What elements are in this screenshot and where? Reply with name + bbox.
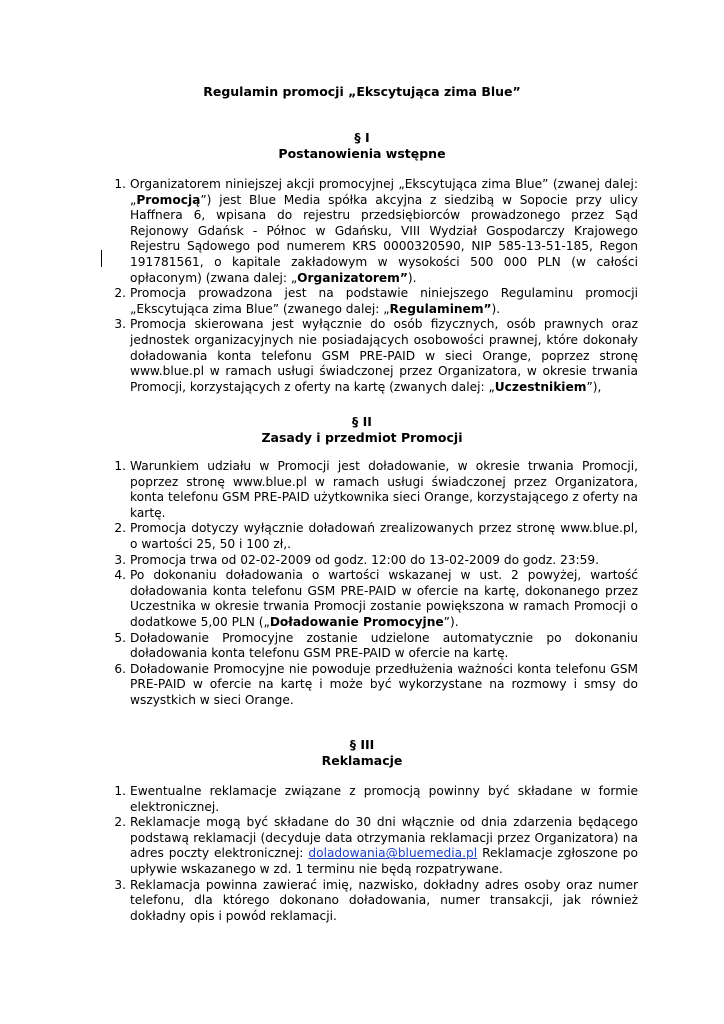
section-1-number: § I (354, 130, 370, 145)
item-number: 3. (114, 877, 126, 892)
item-text: Ewentualne reklamacje związane z promocją powinny być składane w formie elektronicznej. (130, 784, 638, 814)
item-text: Promocja prowadzona jest na podstawie niniejszego Regulaminu promocji „Ekscytująca zima Blue” (zwanego dalej: „ (130, 286, 638, 316)
item-number: 4. (114, 568, 126, 583)
section-2-item-4 (114, 568, 638, 630)
item-text: Promocja dotyczy wyłącznie doładowań zrealizowanych przez stronę www.blue.pl, o wartości 25, 50 i 100 zł,. (130, 521, 638, 551)
item-text: Reklamacje mogą być składane do 30 dni włącznie od dnia zdarzenia będącego podstawą reklamacji (decyduje data otrzymania reklamacji przez Organizatora) na adres poczty elektronicznej: (130, 815, 638, 861)
item-text: Reklamacja powinna zawierać imię, nazwisko, dokładny adres osoby oraz numer telefonu, dla którego dokonano doładowania, numer transakcji, jak również dokładny opis i powód reklamacji. (130, 877, 638, 923)
item-text: ). (491, 301, 501, 316)
section-2-number: § II (352, 414, 372, 429)
item-text: Doładowanie Promocyjne nie powoduje przedłużenia ważności konta telefonu GSM PRE-PAID w ofercie na kartę i może być wykorzystane na rozmowy i smsy do wszystkich w sieci Orange. (130, 661, 638, 707)
complaint-email-link[interactable]: doladowania@bluemedia.pl (308, 846, 478, 861)
section-3-heading: Reklamacje (321, 753, 403, 768)
document-title: Regulamin promocji „Ekscytująca zima Blue” (203, 84, 521, 99)
section-1-heading: Postanowienia wstępne (278, 146, 446, 161)
item-number: 1. (114, 459, 126, 473)
section-1-item-2 (114, 286, 638, 317)
item-number: 2. (114, 286, 126, 301)
item-text: Promocja skierowana jest wyłącznie do osób fizycznych, osób prawnych oraz jednostek organizacyjnych nie posiadających osobowości prawnej, które dokonały doładowania konta telefonu GSM PRE-PAID w sieci Orange, poprzez stronę www.blue.pl w ramach usługi świadczonej przez Organizatora, w okresie trwania Promocji, korzystających z oferty na kartę (zwanych dalej: „ (130, 317, 638, 394)
section-3-list (114, 784, 638, 924)
section-1-list (114, 177, 638, 395)
item-text: Doładowanie Promocyjne zostanie udzielone automatycznie po dokonaniu doładowania konta telefonu GSM PRE-PAID w ofercie na kartę. (130, 630, 638, 661)
item-number: 3. (114, 317, 126, 332)
item-text: Organizatorem niniejszej akcji promocyjnej „Ekscytująca zima Blue” (zwanej dalej: „ (130, 177, 638, 207)
section-2-item-3 (114, 552, 638, 569)
item-bold-term: Uczestnikiem (494, 379, 587, 394)
item-number: 2. (114, 815, 126, 830)
section-2-heading: Zasady i przedmiot Promocji (261, 430, 463, 445)
section-2-item-2 (114, 521, 638, 552)
item-number: 2. (114, 521, 126, 536)
section-2-item-5 (114, 630, 638, 662)
section-2-item-6 (114, 661, 638, 709)
item-text: Warunkiem udziału w Promocji jest doładowanie, w okresie trwania Promocji, poprzez stronę www.blue.pl w ramach usługi świadczonej przez Organizatora, konta telefonu GSM PRE-PAID użytkownika sieci Orange, korzystającego z oferty na kartę. (130, 459, 638, 520)
item-bold-term: Doładowanie Promocyjne (269, 614, 444, 629)
item-number: 1. (114, 177, 126, 191)
section-1-item-3 (114, 317, 638, 395)
item-text: ”). (443, 614, 459, 629)
section-2-list (114, 459, 638, 709)
section-2-header (0, 414, 724, 446)
item-text: ). (407, 270, 417, 285)
item-text: ”), (586, 379, 602, 394)
item-number: 5. (114, 630, 126, 645)
item-bold-term: Organizatorem” (297, 270, 408, 285)
item-text: Reklamacje zgłoszone po upływie wskazanego w zd. 1 terminu nie będą rozpatrywane. (130, 846, 638, 876)
item-number: 6. (114, 661, 126, 676)
section-3-item-2 (114, 815, 638, 877)
section-2-item-1 (114, 459, 638, 521)
item-text: Po dokonaniu doładowania o wartości wskazanej w ust. 2 powyżej, wartość doładowania konta telefonu GSM PRE-PAID w ofercie na kartę, dokonanego przez Uczestnika w okresie trwania Promocji zostanie powiększona w ramach Promocji o dodatkowe 5,00 PLN („ (130, 568, 638, 629)
item-bold-term: Promocją (136, 192, 201, 207)
item-number: 1. (114, 784, 126, 798)
item-bold-term: Regulaminem” (389, 301, 492, 316)
section-3-item-1 (114, 784, 638, 815)
section-1-header (0, 130, 724, 162)
item-text: ”) jest Blue Media spółka akcyjna z siedzibą w Sopocie przy ulicy Haffnera 6, wpisana do rejestru przedsiębiorców prowadzonego przez Sąd Rejonowy Gdańsk - Północ w Gdańsku, VIII Wydział Gospodarczy Krajowego Rejestru Sądowego pod numerem KRS 0000320590, NIP 585-13-51-185, Regon 191781561, o kapitale zakładowym w wysokości 500 000 PLN (w całości opłaconym) (zwana dalej: „ (130, 192, 638, 285)
section-3-number: § III (349, 737, 375, 752)
item-text: Promocja trwa od 02-02-2009 od godz. 12:00 do 13-02-2009 do godz. 23:59. (130, 552, 600, 567)
section-1-item-1 (114, 177, 638, 286)
margin-change-bar (101, 250, 102, 267)
section-3-item-3 (114, 877, 638, 925)
item-number: 3. (114, 552, 126, 567)
section-3-header (0, 737, 724, 769)
